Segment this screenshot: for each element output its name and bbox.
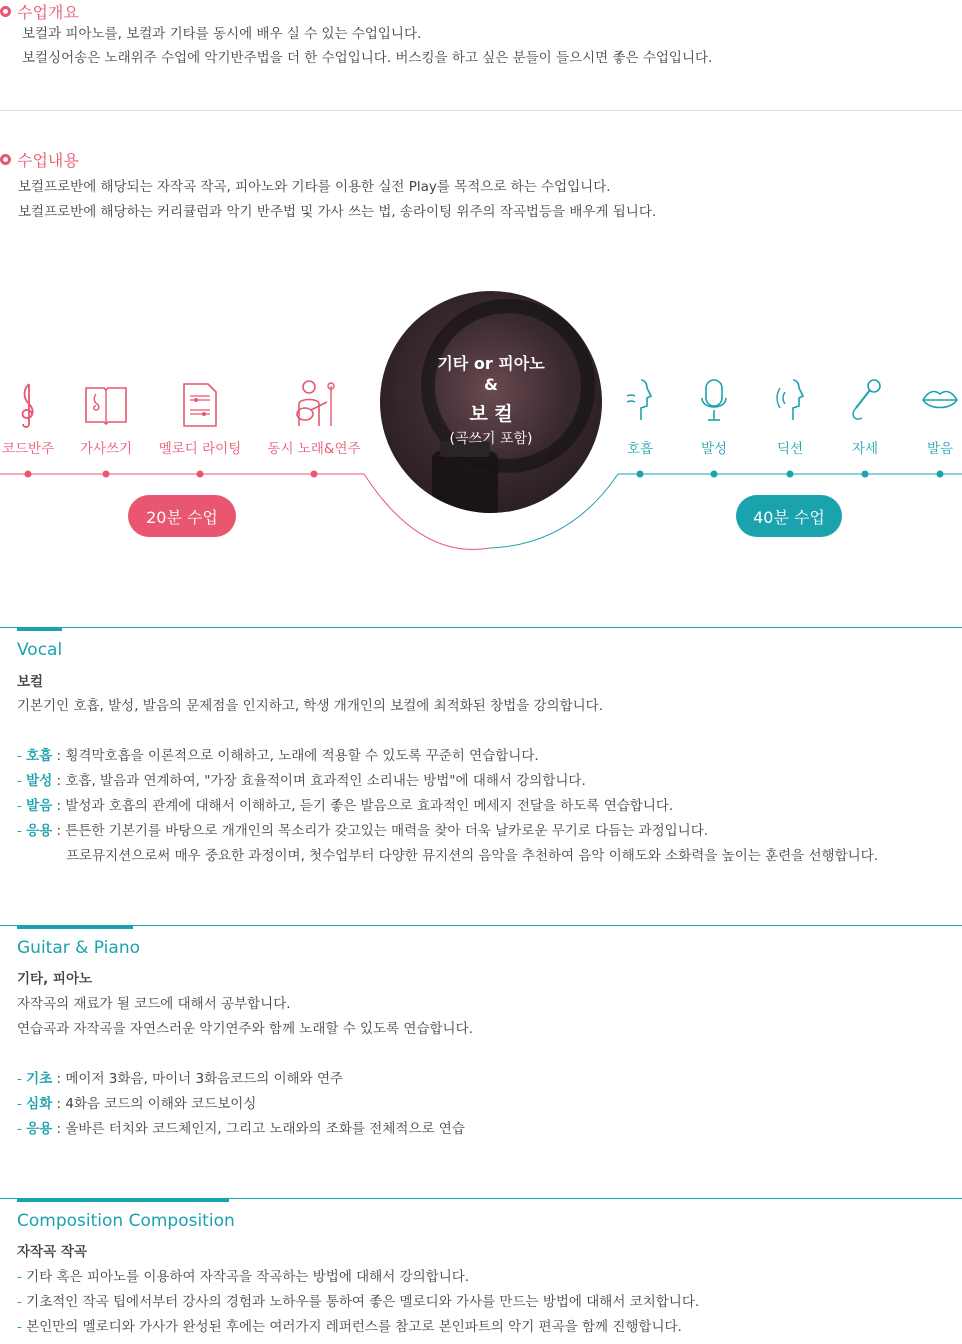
vocal-list-item: - 호흡 : 횡격막호흡을 이론적으로 이해하고, 노래에 적용할 수 있도록 꾸준히 연습합니다. (17, 748, 539, 764)
content-line-2: 보컬프로반에 해당하는 커리큘럼과 악기 반주법 및 가사 쓰는 법, 송라이팅 위주의 작곡법등을 배우게 됩니다. (18, 204, 657, 220)
vocal-item-key: 발음 (26, 798, 53, 814)
vocal-list-item: - 응용 : 튼튼한 기본기를 바탕으로 개개인의 목소리가 갖고있는 매력을 찾아 더욱 날카로운 무기로 다듬는 과정입니다. (17, 823, 709, 839)
left-duration-pill: 20분 수업 (128, 495, 236, 537)
center-text-3: 보 컬 (469, 403, 513, 425)
guitar-list-item: - 기초 : 메이저 3화음, 마이너 3화음코드의 이해와 연주 (17, 1071, 344, 1087)
timeline-dot (311, 471, 318, 478)
overview-line-1: 보컬과 피아노를, 보컬과 기타를 동시에 배우 실 수 있는 수업입니다. (22, 26, 422, 42)
vocal-accent-bar (17, 627, 62, 631)
timeline-dot (197, 471, 204, 478)
left-item-label: 멜로디 라이팅 (158, 441, 242, 457)
vocal-desc: 기본기인 호흡, 발성, 발음의 문제점을 인지하고, 학생 개개인의 보컬에 최적화된 창법을 강의합니다. (17, 698, 604, 714)
right-item-label: 발성 (700, 441, 728, 457)
content-line-1: 보컬프로반에 해당되는 자작곡 작곡, 피아노와 기타를 이용한 실전 Play를 목적으로 하는 수업입니다. (18, 179, 611, 195)
center-text-1: 기타 or 피아노 (437, 354, 545, 373)
handheld-mic-icon (848, 378, 882, 424)
guitar-item-key: 심화 (26, 1096, 53, 1112)
vocal-item-text: : 횡격막호흡을 이론적으로 이해하고, 노래에 적용할 수 있도록 꾸준히 연습합니다. (52, 748, 539, 764)
center-text-2: & (484, 375, 498, 394)
guitar-item-text: : 4화음 코드의 이해와 코드보이싱 (52, 1096, 257, 1112)
composition-item-text: 기타 혹은 피아노를 이용하여 자작곡을 작곡하는 방법에 대해서 강의합니다. (26, 1269, 470, 1285)
guitar-divider (0, 925, 962, 926)
guitar-line: 자작곡의 재료가 될 코드에 대해서 공부합니다. (17, 996, 291, 1012)
guitar-list-item: - 응용 : 올바른 터치와 코드체인지, 그리고 노래와의 조화를 전체적으로 연습 (17, 1121, 465, 1137)
book-icon (84, 384, 128, 426)
microphone-icon (700, 378, 728, 424)
vocal-title: Vocal (17, 640, 63, 660)
timeline-dot (25, 471, 32, 478)
breath-icon (625, 376, 655, 424)
left-item-label: 가사쓰기 (79, 441, 133, 457)
left-item-label: 동시 노래&연주 (267, 441, 361, 457)
vocal-item-text: : 튼튼한 기본기를 바탕으로 개개인의 목소리가 갖고있는 매력을 찾아 더욱 날카로운 무기로 다듬는 과정입니다. (52, 823, 709, 839)
timeline-dot (937, 471, 944, 478)
timeline-dot (787, 471, 794, 478)
guitar-subtitle: 기타, 피아노 (17, 971, 93, 987)
timeline-dot (862, 471, 869, 478)
composition-accent-bar (17, 1198, 229, 1202)
vocal-item-text: : 발성과 호흡의 관계에 대해서 이해하고, 듣기 좋은 발음으로 효과적인 메세지 전달을 하도록 연습합니다. (52, 798, 674, 814)
treble-clef-icon (15, 382, 41, 428)
center-text-4: (곡쓰기 포함) (449, 431, 533, 447)
vocal-subtitle: 보컬 (17, 674, 44, 690)
timeline-dot (637, 471, 644, 478)
guitar-item-text: : 메이저 3화음, 마이너 3화음코드의 이해와 연주 (52, 1071, 344, 1087)
vocal-item-key: 발성 (26, 773, 53, 789)
right-item-label: 발음 (926, 441, 954, 457)
guitar-item-text: : 올바른 터치와 코드체인지, 그리고 노래와의 조화를 전체적으로 연습 (52, 1121, 465, 1137)
content-title: 수업내용 (17, 151, 79, 170)
guitar-item-key: 응용 (26, 1121, 53, 1137)
composition-item-text: 본인만의 멜로디와 가사가 완성된 후에는 여러가지 레퍼런스를 참고로 본인파트의 악기 편곡을 함께 진행합니다. (26, 1319, 682, 1335)
sheet-music-icon (182, 382, 218, 428)
guitar-title: Guitar & Piano (17, 938, 141, 958)
overview-title: 수업개요 (17, 3, 79, 22)
vocal-continuation: 프로뮤지션으로써 매우 중요한 과정이며, 첫수업부터 다양한 뮤지션의 음악을 추천하여 음악 이해도와 소화력을 높이는 훈련을 선행합니다. (66, 848, 878, 864)
guitar-accent-bar (17, 925, 133, 929)
guitar-item-key: 기초 (26, 1071, 53, 1087)
composition-list-item: - 본인만의 멜로디와 가사가 완성된 후에는 여러가지 레퍼런스를 참고로 본인파트의 악기 편곡을 함께 진행합니다. (17, 1319, 682, 1335)
guitar-list-item: - 심화 : 4화음 코드의 이해와 코드보이싱 (17, 1096, 257, 1112)
composition-subtitle: 자작곡 작곡 (17, 1244, 87, 1260)
composition-list-item: - 기타 혹은 피아노를 이용하여 자작곡을 작곡하는 방법에 대해서 강의합니다. (17, 1269, 470, 1285)
right-item-label: 딕션 (776, 441, 804, 457)
guitar-singer-icon (291, 378, 337, 428)
vocal-item-key: 호흡 (26, 748, 53, 764)
diction-icon (773, 376, 807, 424)
right-duration-pill: 40분 수업 (736, 495, 842, 537)
composition-list-item: - 기초적인 작곡 팁에서부터 강사의 경험과 노하우를 통하여 좋은 멜로디와 가사를 만드는 방법에 대해서 코치합니다. (17, 1294, 700, 1310)
left-item-label: 코드반주 (1, 441, 55, 457)
center-microphone-photo (380, 291, 602, 513)
vocal-divider (0, 627, 962, 628)
timeline-dot (711, 471, 718, 478)
composition-title: Composition Composition (17, 1211, 235, 1231)
vocal-list-item: - 발음 : 발성과 호흡의 관계에 대해서 이해하고, 듣기 좋은 발음으로 효과적인 메세지 전달을 하도록 연습합니다. (17, 798, 674, 814)
lips-icon (921, 386, 959, 414)
vocal-item-key: 응용 (26, 823, 53, 839)
right-item-label: 자세 (851, 441, 879, 457)
timeline-dot (103, 471, 110, 478)
right-item-label: 호흡 (626, 441, 654, 457)
vocal-list-item: - 발성 : 호흡, 발음과 연계하여, "가장 효율적이며 효과적인 소리내는 방법"에 대해서 강의합니다. (17, 773, 586, 789)
vocal-item-text: : 호흡, 발음과 연계하여, "가장 효율적이며 효과적인 소리내는 방법"에 대해서 강의합니다. (52, 773, 586, 789)
overview-line-2: 보컬싱어송은 노래위주 수업에 악기반주법을 더 한 수업입니다. 버스킹을 하고 싶은 분들이 들으시면 좋은 수업입니다. (22, 50, 713, 66)
guitar-line: 연습곡과 자작곡을 자연스러운 악기연주와 함께 노래할 수 있도록 연습합니다. (17, 1021, 473, 1037)
composition-item-text: 기초적인 작곡 팁에서부터 강사의 경험과 노하우를 통하여 좋은 멜로디와 가사를 만드는 방법에 대해서 코치합니다. (26, 1294, 700, 1310)
